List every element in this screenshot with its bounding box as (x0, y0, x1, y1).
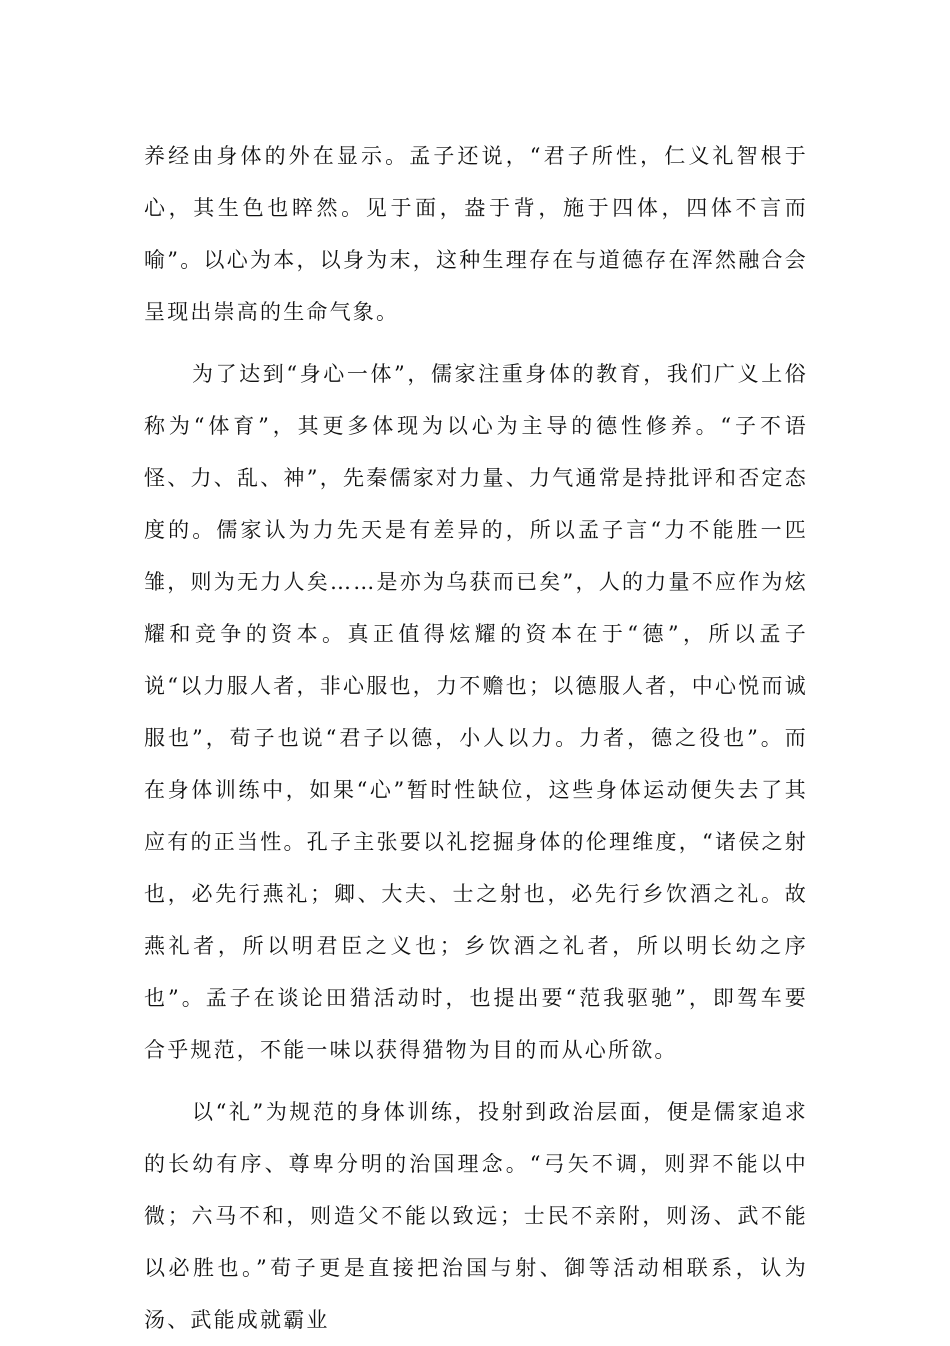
body-text (144, 130, 808, 1346)
paragraph-2: 为了达到“身心一体”，儒家注重身体的教育，我们广义上俗称为“体育”，其更多体现为以心为主导的德性修养。“子不语怪、力、乱、神”，先秦儒家对力量、力气通常是持批评和否定态度的。儒家认为力先天是有差异的，所以孟子言“力不能胜一匹雏，则为无力人矣……是亦为乌获而已矣”，人的力量不应作为炫耀和竞争的资本。真正值得炫耀的资本在于“德”，所以孟子说“以力服人者，非心服也，力不赡也；以德服人者，中心悦而诚服也”，荀子也说“君子以德，小人以力。力者，德之役也”。而在身体训练中，如果“心”暂时性缺位，这些身体运动便失去了其应有的正当性。孔子主张要以礼挖掘身体的伦理维度，“诸侯之射也，必先行燕礼；卿、大夫、士之射也，必先行乡饮酒之礼。故燕礼者，所以明君臣之义也；乡饮酒之礼者，所以明长幼之序也”。孟子在谈论田猎活动时，也提出要“范我驱驰”，即驾车要合乎规范，不能一味以获得猎物为目的而从心所欲。 (144, 362, 808, 1062)
paragraph-3: 以“礼”为规范的身体训练，投射到政治层面，便是儒家追求的长幼有序、尊卑分明的治国理念。“弓矢不调，则羿不能以中微；六马不和，则造父不能以致远；士民不亲附，则汤、武不能以必胜也。”荀子更是直接把治国与射、御等活动相联系，认为汤、武能成就霸业 (144, 1100, 808, 1332)
paragraph-1: 养经由身体的外在显示。孟子还说，“君子所性，仁义礼智根于心，其生色也睟然。见于面，盎于背，施于四体，四体不言而喻”。以心为本，以身为末，这种生理存在与道德存在浑然融合会呈现出崇高的生命气象。 (144, 144, 808, 324)
